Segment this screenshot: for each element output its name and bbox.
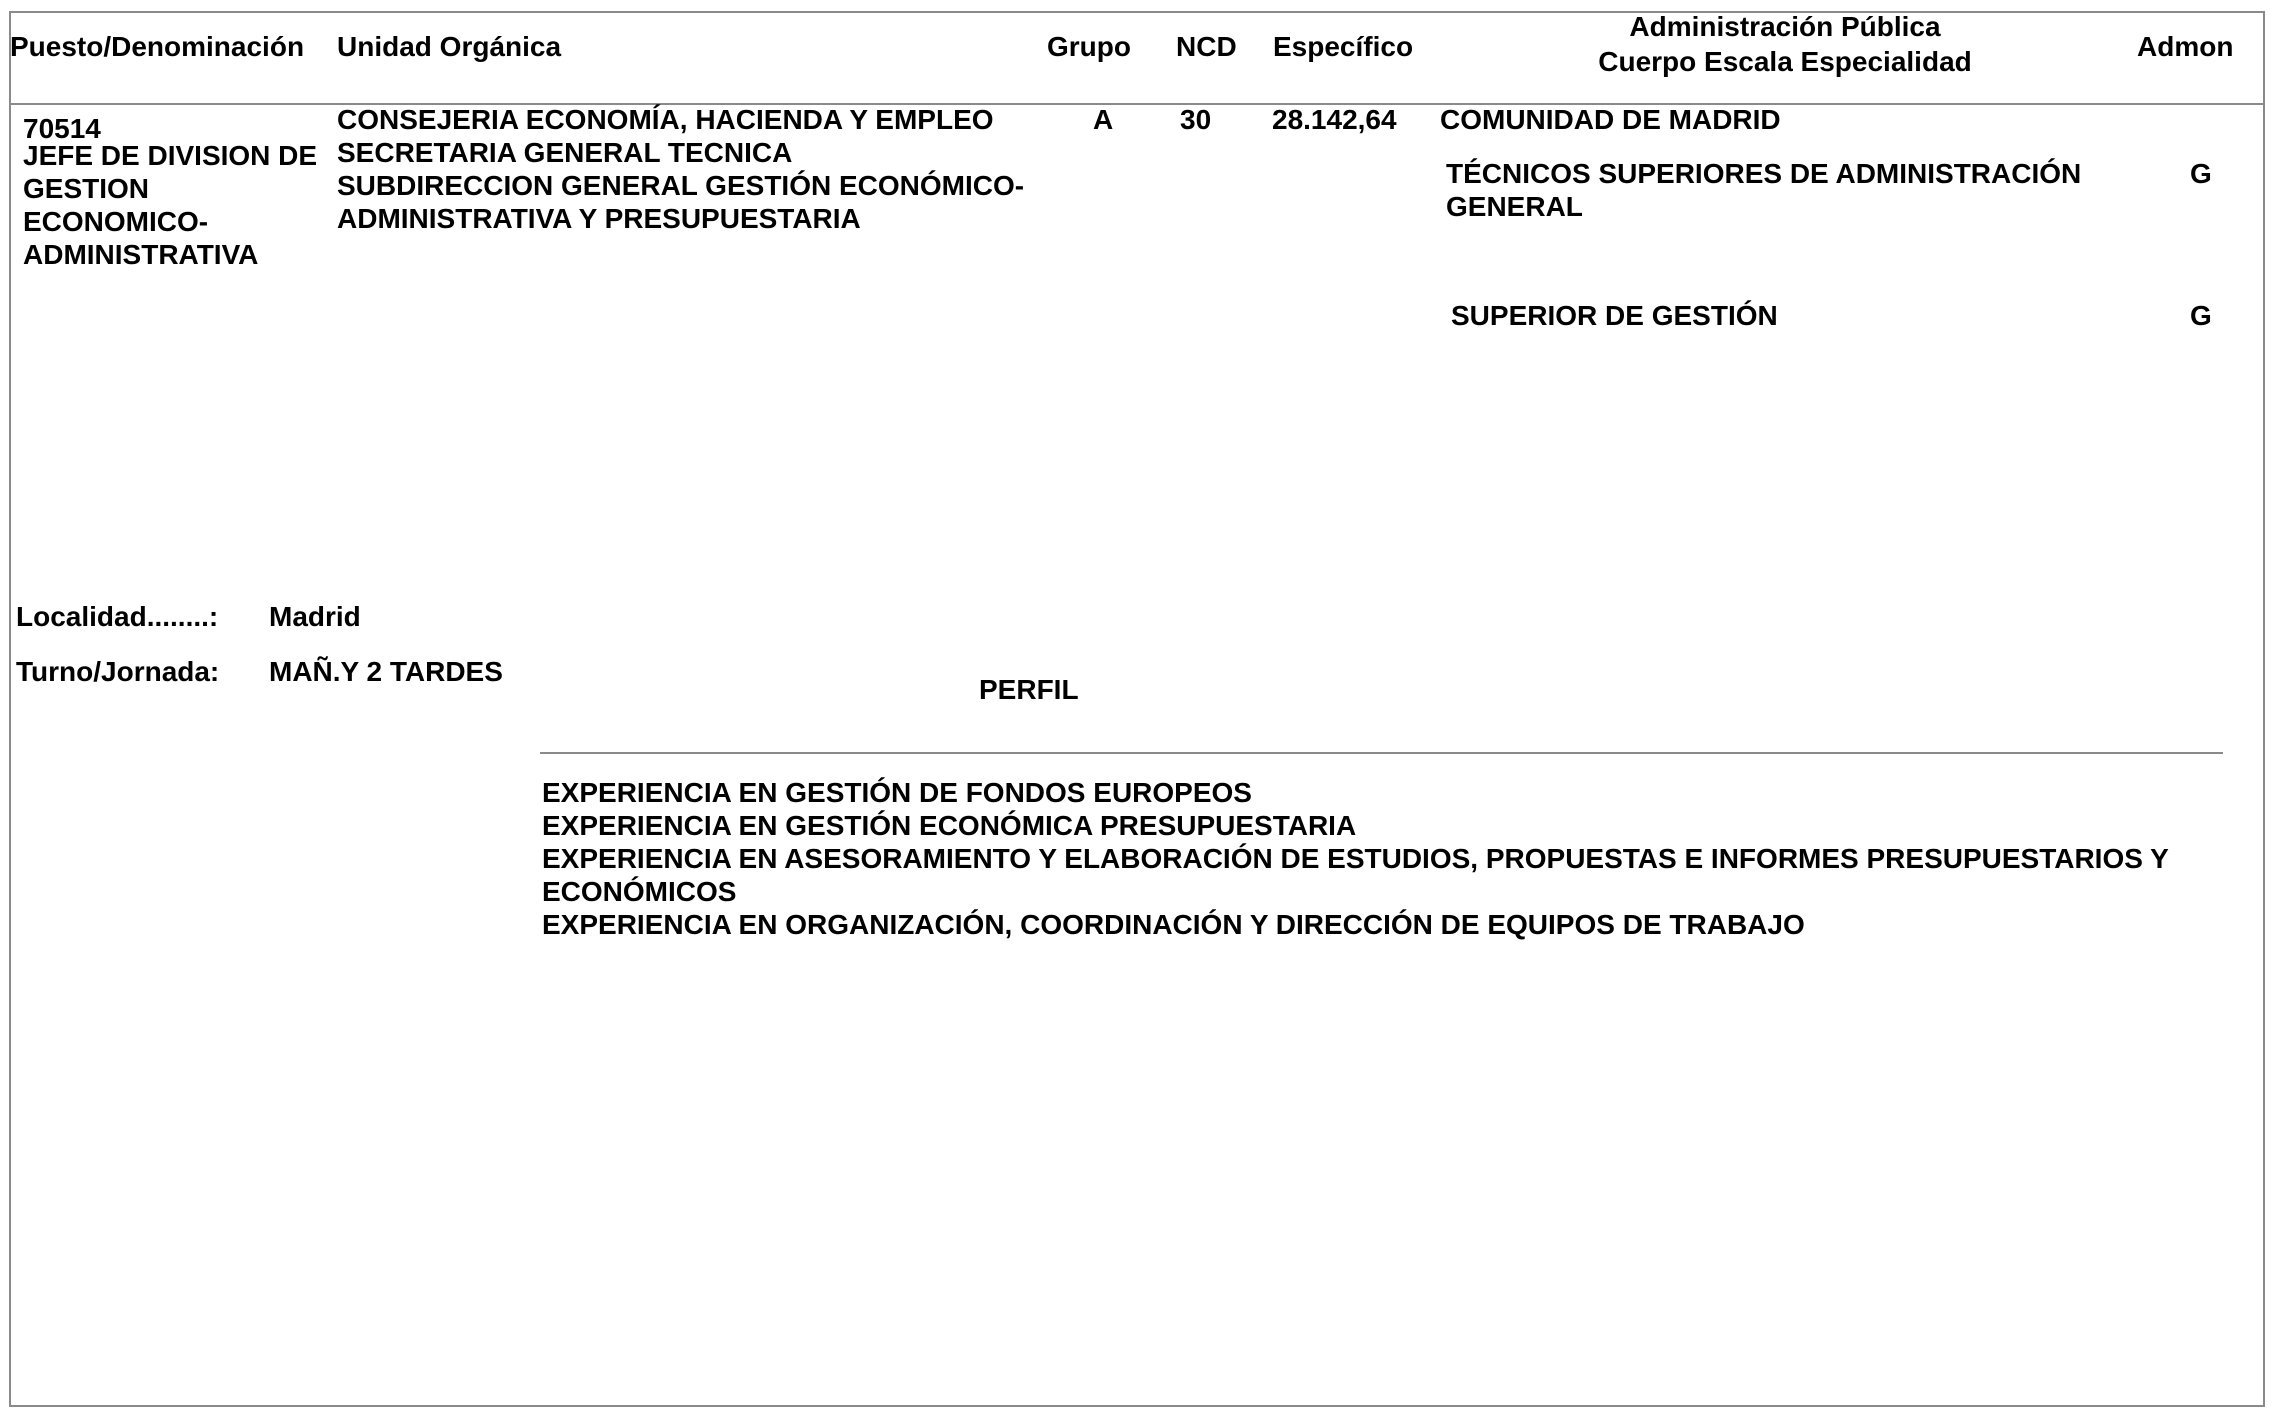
unidad-line: ADMINISTRATIVA Y PRESUPUESTARIA <box>337 203 861 234</box>
localidad-label: Localidad........: <box>16 601 219 632</box>
header-unidad: Unidad Orgánica <box>337 31 562 62</box>
perfil-item: EXPERIENCIA EN ORGANIZACIÓN, COORDINACIÓN Y DIRECCIÓN DE EQUIPOS DE TRABAJO <box>542 909 1805 940</box>
denominacion-line: JEFE DE DIVISION DE <box>23 140 318 171</box>
puesto-denominacion <box>23 139 317 271</box>
header-puesto: Puesto/Denominación <box>10 31 305 62</box>
puesto-code: 70514 <box>23 113 101 144</box>
perfil-item: EXPERIENCIA EN GESTIÓN DE FONDOS EUROPEOS <box>542 777 1252 808</box>
cuerpo-line: GENERAL <box>1446 191 1583 222</box>
cuerpo-admon: G <box>2190 158 2212 189</box>
localidad-value: Madrid <box>269 601 361 632</box>
perfil-item: EXPERIENCIA EN ASESORAMIENTO Y ELABORACIÓN DE ESTUDIOS, PROPUESTAS E INFORMES PRESUPUESTARIOS Y <box>542 843 2169 874</box>
grupo-value: A <box>1093 104 1114 135</box>
header-admon: Admon <box>2137 31 2234 62</box>
unidad-line: SUBDIRECCION GENERAL GESTIÓN ECONÓMICO- <box>337 170 1025 201</box>
header-grupo: Grupo <box>1047 31 1131 62</box>
turno-label: Turno/Jornada: <box>16 656 220 687</box>
especifico-value: 28.142,64 <box>1272 104 1397 135</box>
perfil-item: ECONÓMICOS <box>542 876 737 907</box>
perfil-divider <box>540 752 2223 754</box>
perfil-list <box>542 776 2169 941</box>
denominacion-line: GESTION <box>23 173 150 204</box>
header-cuerpo-escala: Cuerpo Escala Especialidad <box>1598 46 1972 77</box>
escala-value: SUPERIOR DE GESTIÓN <box>1451 300 1778 331</box>
cuerpo-line: TÉCNICOS SUPERIORES DE ADMINISTRACIÓN <box>1446 158 2082 189</box>
cuerpo-value <box>1446 157 2081 223</box>
denominacion-line: ADMINISTRATIVA <box>23 239 259 270</box>
ncd-value: 30 <box>1180 104 1212 135</box>
escala-admon: G <box>2190 300 2212 331</box>
perfil-item: EXPERIENCIA EN GESTIÓN ECONÓMICA PRESUPUESTARIA <box>542 810 1357 841</box>
perfil-title: PERFIL <box>979 674 1079 705</box>
header-especifico: Específico <box>1273 31 1414 62</box>
denominacion-line: ECONOMICO- <box>23 206 209 237</box>
turno-value: MAÑ.Y 2 TARDES <box>269 656 503 687</box>
unidad-line: CONSEJERIA ECONOMÍA, HACIENDA Y EMPLEO <box>337 104 994 135</box>
unidad-line: SECRETARIA GENERAL TECNICA <box>337 137 793 168</box>
header-administracion-publica: Administración Pública <box>1629 11 1941 42</box>
entidad-value: COMUNIDAD DE MADRID <box>1440 104 1781 135</box>
unidad-organica <box>337 103 1024 235</box>
header-ncd: NCD <box>1176 31 1237 62</box>
